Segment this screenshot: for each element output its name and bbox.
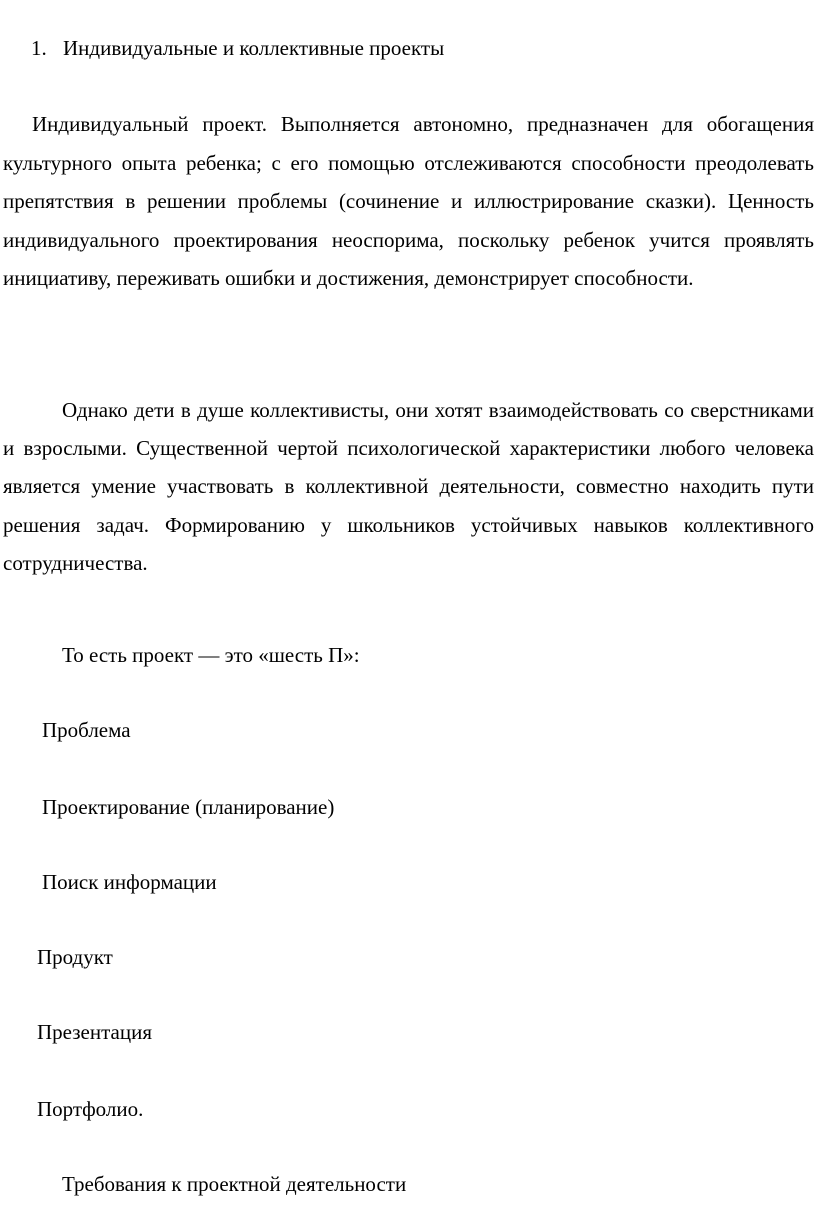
list-item: Презентация [37,1020,152,1044]
section-heading: Индивидуальные и коллективные проекты [63,36,445,60]
paragraph-individual-project: Индивидуальный проект. Выполняется автономно, предназначен для обогащения культурного опыта ребенка; с его помощью отслеживаются способности преодолевать препятствия в решении проблемы (сочинение и иллюстрирование сказки). Ценность индивидуального проектирования неоспорима, поскольку ребенок учится проявлять инициативу, переживать ошибки и достижения, демонстрирует способности. [3,112,814,291]
requirements-heading: Требования к проектной деятельности [62,1172,407,1196]
list-item: Проектирование (планирование) [42,795,335,819]
list-item: Портфолио. [37,1097,144,1121]
paragraph-collective-project: Однако дети в душе коллективисты, они хотят взаимодействовать со сверстниками и взрослыми. Существенной чертой психологической характеристики любого человека является умение участвовать в коллективной деятельности, совместно находить пути решения задач. Формированию у школьников устойчивых навыков коллективного сотрудничества. [3,398,814,575]
six-p-intro: То есть проект — это «шесть П»: [62,643,360,667]
heading-number: 1. [31,36,47,60]
list-item: Проблема [42,718,131,742]
list-item: Продукт [37,945,113,969]
list-item: Поиск информации [42,870,217,894]
